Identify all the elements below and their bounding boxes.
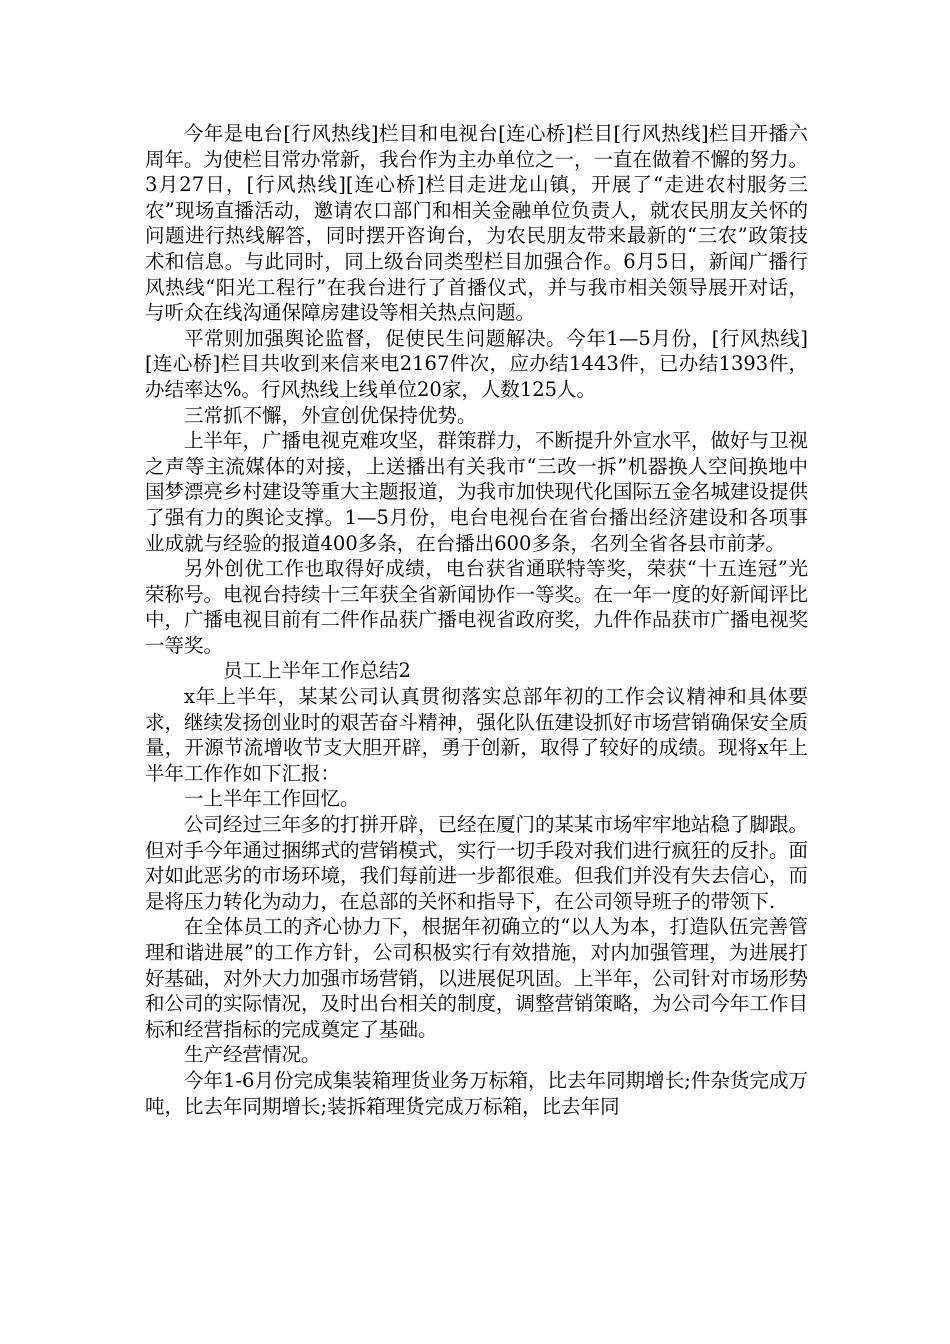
paragraph-company-summary: x年上半年，某某公司认真贯彻落实总部年初的工作会议精神和具体要求，继续发扬创业时的艰苦奋斗精神，强化队伍建设抓好市场营销确保安全质量，开源节流增收节支大胆开辟，勇于创新，取得了较好的成绩。现将x年上半年工作作如下汇报： (145, 685, 809, 785)
paragraph-first-half-reporting: 上半年，广播电视克难攻坚，群策群力，不断提升外宣水平，做好与卫视之声等主流媒体的对接，上送播出有关我市“三改一拆”机器换人空间换地中国梦漂亮乡村建设等重大主题报道，为我市加快现代化国际五金名城建设提供了强有力的舆论支撑。1—5月份，电台电视台在省台播出经济建设和各项事业成就与经验的报道400多条，在台播出600多条，名列全省各县市前茅。 (145, 429, 809, 555)
paragraph-management-measures: 在全体员工的齐心协力下，根据年初确立的“以人为本，打造队伍完善管理和谐进展”的工作方针，公司积极实行有效措施，对内加强管理，为进展打好基础，对外大力加强市场营销，以进展促巩固。上半年，公司针对市场形势和公司的实际情况，及时出台相关的制度，调整营销策略，为公司今年工作目标和经营指标的完成奠定了基础。 (145, 915, 809, 1041)
document-body (145, 121, 808, 1119)
paragraph-market-competition: 公司经过三年多的打拼开辟，已经在厦门的某某市场牢牢地站稳了脚跟。但对手今年通过捆绑式的营销模式，实行一切手段对我们进行疯狂的反扑。面对如此恶劣的市场环境，我们每前进一步都很难。但我们并没有失去信心，而是将压力转化为动力，在总部的关怀和指导下，在公司领导班子的带领下. (145, 813, 809, 913)
paragraph-external-publicity: 三常抓不懈，外宣创优保持优势。 (184, 403, 477, 427)
paragraph-review-heading: 一上半年工作回忆。 (184, 787, 360, 811)
paragraph-operations-heading: 生产经营情况。 (184, 1043, 321, 1067)
paragraph-awards: 另外创优工作也取得好成绩，电台获省通联特等奖，荣获“十五连冠”光荣称号。电视台持续十三年获全省新闻协作一等奖。在一年一度的好新闻评比中，广播电视目前有二件作品获广播电视省政府奖，九件作品获市广播电视奖一等奖。 (145, 557, 809, 657)
paragraph-supervision: 平常则加强舆论监督，促使民生问题解决。今年1—5月份，[行风热线][连心桥]栏目共收到来信来电2167件次，应办结1443件，已办结1393件，办结率达%。行风热线上线单位20家，人数125人。 (145, 326, 808, 401)
paragraph-column-anniversary: 今年是电台[行风热线]栏目和电视台[连心桥]栏目[行风热线]栏目开播六周年。为使栏目常办常新，我台作为主办单位之一，一直在做着不懈的努力。3月27日，[行风热线][连心桥]栏目走进龙山镇，开展了“走进农村服务三农”现场直播活动，邀请农口部门和相关金融单位负责人，就农民朋友关怀的问题进行热线解答，同时摆开咨询台，为农民朋友带来最新的“三农”政策技术和信息。与此同时，同上级台同类型栏目加强合作。6月5日，新闻广播行风热线“阳光工程行”在我台进行了首播仪式，并与我市相关领导展开对话，与听众在线沟通保障房建设等相关热点问题。 (145, 122, 809, 325)
paragraph-operations-data: 今年1-6月份完成集装箱理货业务万标箱，比去年同期增长;件杂货完成万吨，比去年同期增长;装拆箱理货完成万标箱，比去年同 (145, 1068, 808, 1118)
section-heading: 员工上半年工作总结2 (223, 659, 411, 683)
